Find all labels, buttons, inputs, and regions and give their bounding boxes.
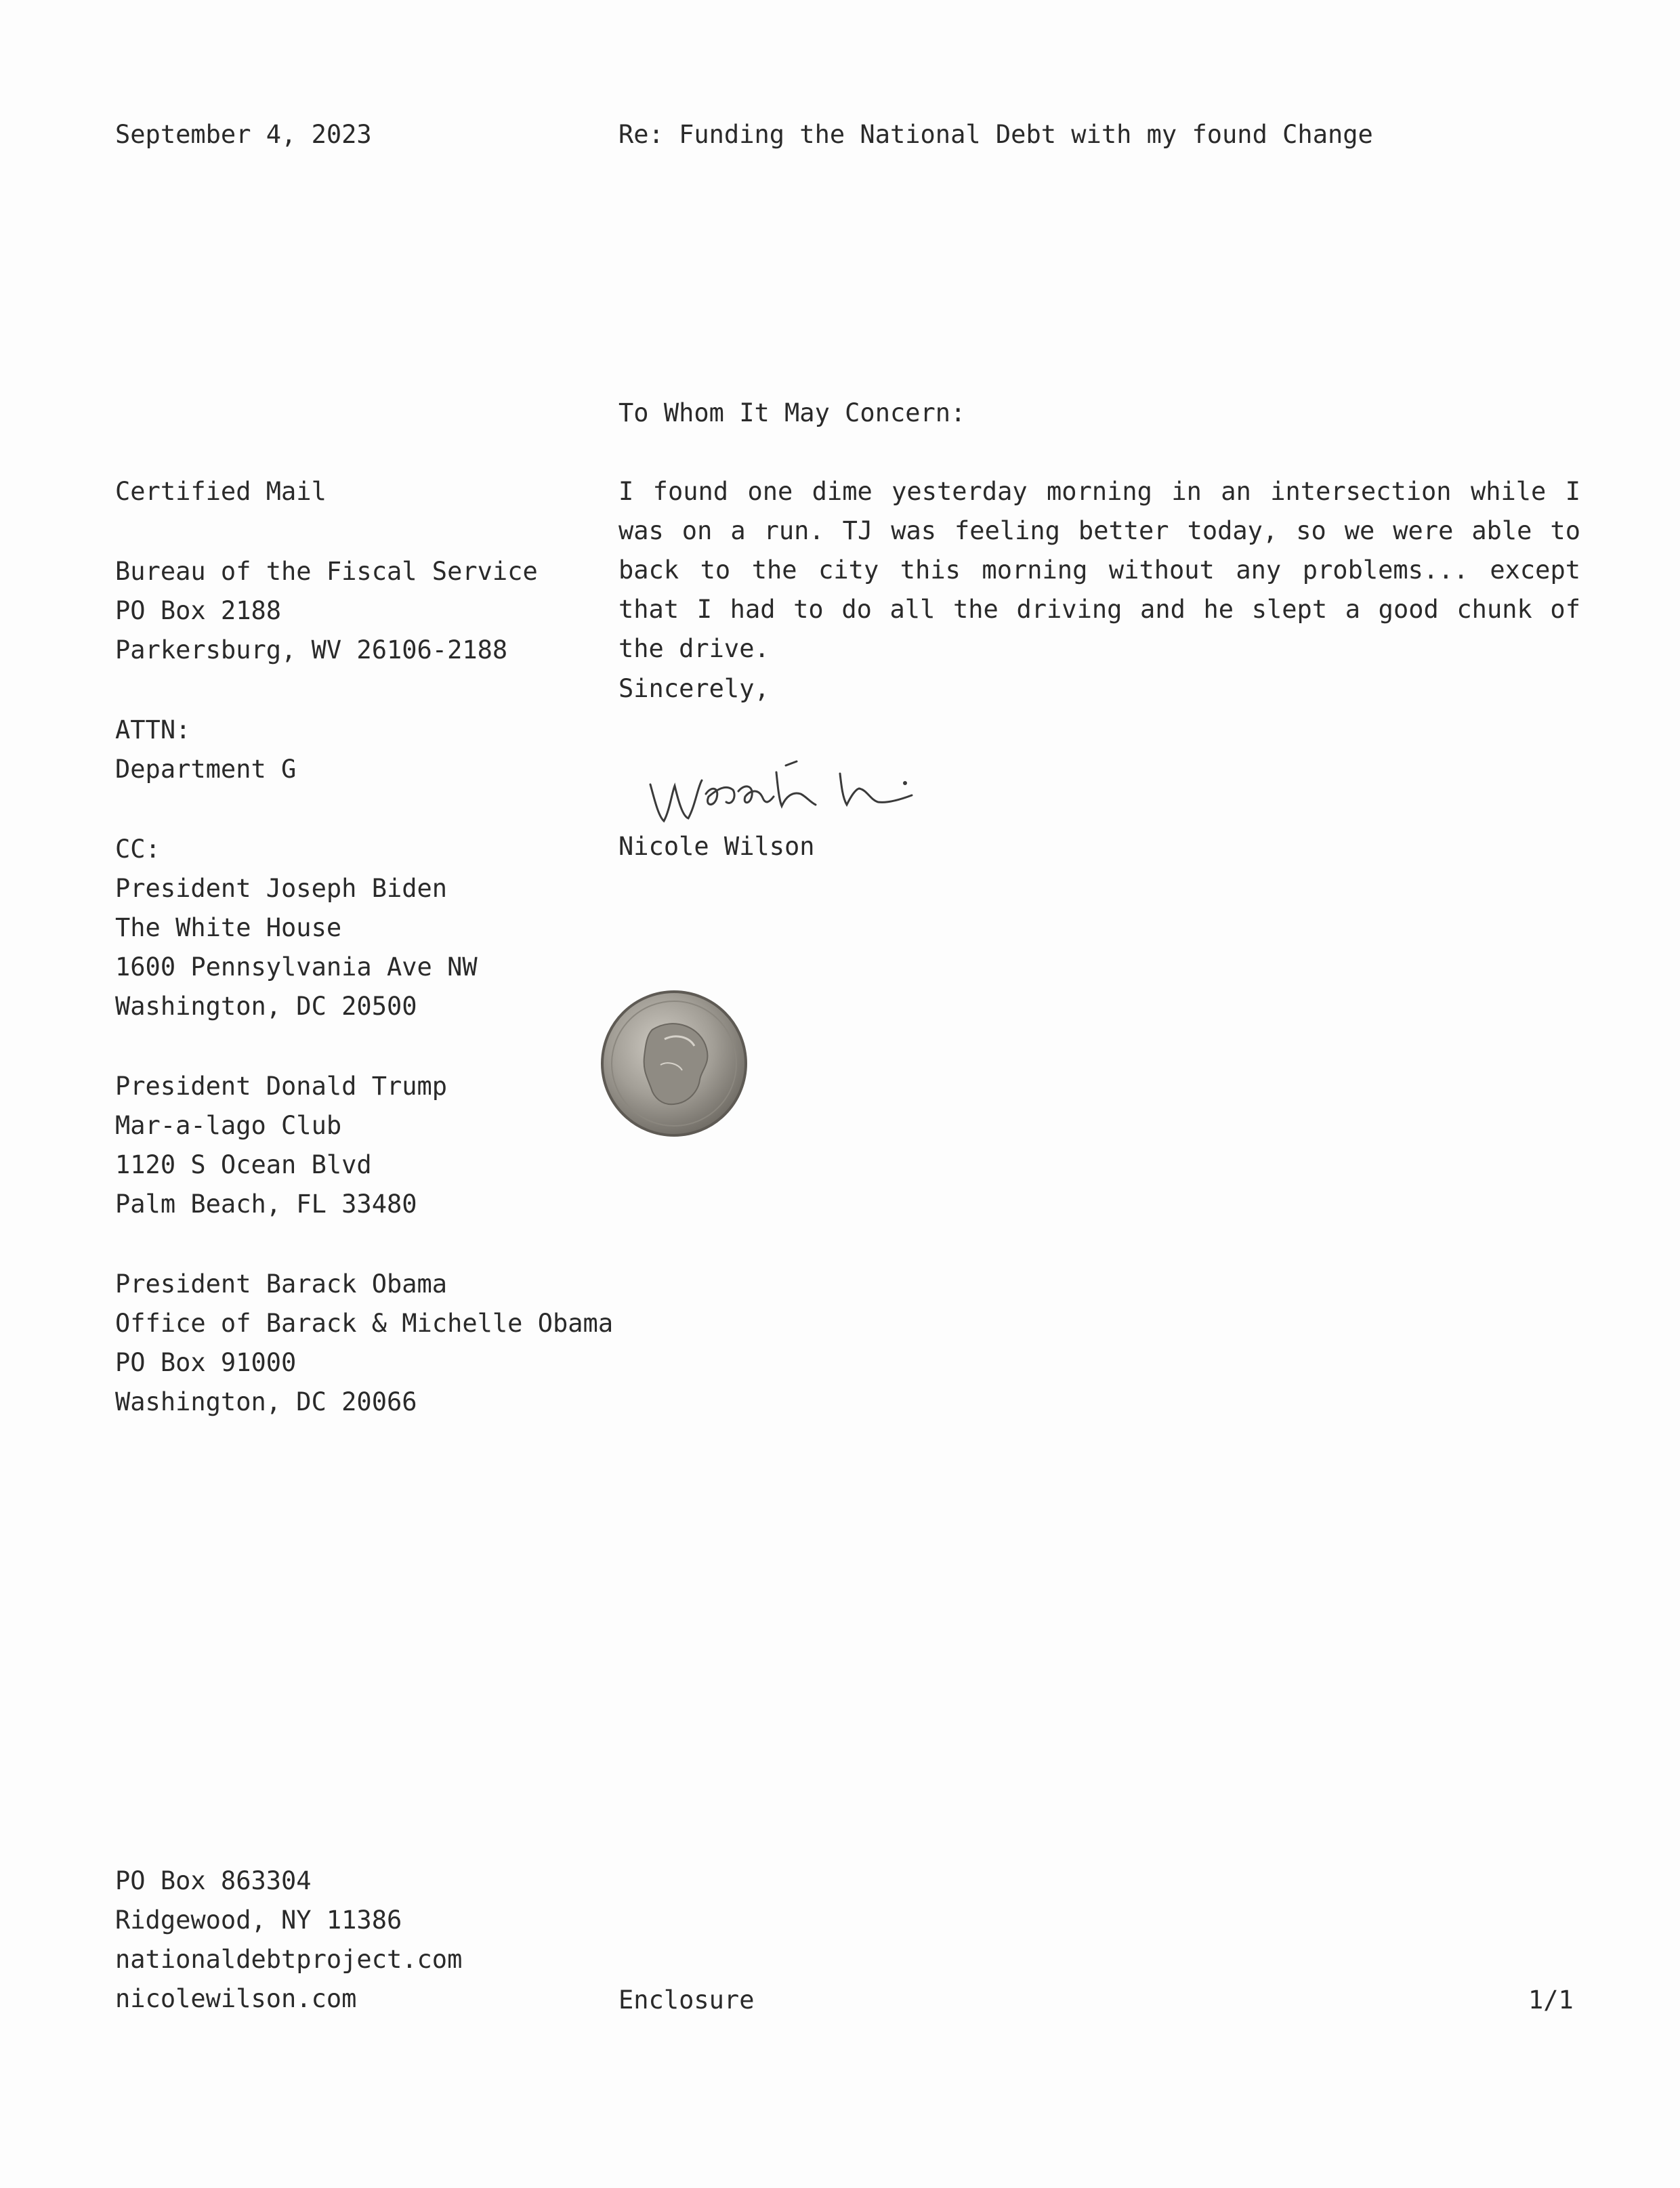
cc-address-line: Palm Beach, FL 33480: [115, 1190, 417, 1219]
sender-line: PO Box 863304: [115, 1866, 312, 1895]
cc-address-line: The White House: [115, 913, 342, 942]
sender-line: Ridgewood, NY 11386: [115, 1906, 402, 1935]
closing: Sincerely,: [618, 674, 770, 703]
cc-address-line: Washington, DC 20066: [115, 1387, 417, 1416]
cc-address-line: 1600 Pennsylvania Ave NW: [115, 952, 478, 982]
cc-address-line: President Donald Trump: [115, 1072, 448, 1101]
letter-body: I found one dime yesterday morning in an intersection while I was on a run. TJ was feeling better today, so we were able to back to the city this morning without any problems... except that I had to do all the driving and he slept a good chunk of the drive.: [618, 477, 1580, 663]
cc-address-line: Office of Barack & Michelle Obama: [115, 1309, 614, 1338]
delivery-label: Certified Mail: [115, 477, 327, 506]
recipient-line: PO Box 2188: [115, 596, 282, 625]
signer-name: Nicole Wilson: [618, 832, 815, 861]
recipient-address: [115, 552, 538, 670]
recipient-line: Parkersburg, WV 26106-2188: [115, 635, 508, 665]
enclosure-note: Enclosure: [618, 1985, 755, 2015]
attn-label: ATTN:: [115, 715, 191, 744]
cc-address-line: 1120 S Ocean Blvd: [115, 1150, 372, 1179]
cc-label: CC:: [115, 835, 161, 864]
cc-address-line: President Joseph Biden: [115, 874, 448, 903]
dime-coin: [600, 989, 749, 1138]
cc-address-line: Washington, DC 20500: [115, 992, 417, 1021]
attention-block: [115, 711, 296, 789]
cc-address-line: Mar-a-lago Club: [115, 1111, 342, 1140]
subject-line: Re: Funding the National Debt with my found Change: [618, 120, 1373, 149]
cc-address: [115, 1067, 447, 1224]
salutation: To Whom It May Concern:: [618, 398, 966, 427]
sender-website: nicolewilson.com: [115, 1984, 357, 2013]
attn-department: Department G: [115, 755, 297, 784]
cc-label-block: [115, 830, 161, 869]
sender-website: nationaldebtproject.com: [115, 1945, 463, 1974]
cc-address: [115, 869, 478, 1026]
letter-date: September 4, 2023: [115, 120, 372, 149]
page-number: 1/1: [1528, 1985, 1574, 2015]
cc-address-line: President Barack Obama: [115, 1269, 448, 1299]
cc-address-line: PO Box 91000: [115, 1348, 297, 1377]
handwritten-signature: [644, 732, 969, 833]
sender-address: [115, 1861, 462, 2019]
delivery-method: [115, 472, 327, 511]
recipient-line: Bureau of the Fiscal Service: [115, 557, 538, 586]
cc-address: [115, 1265, 613, 1422]
